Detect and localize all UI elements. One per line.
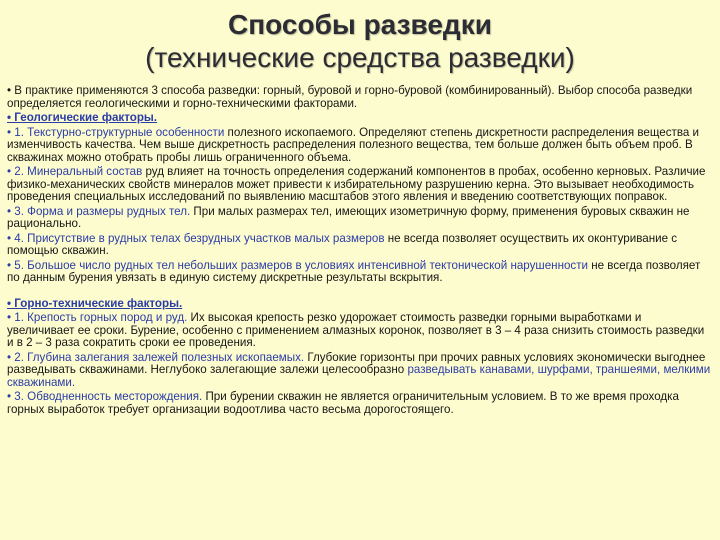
geological-item-5-text: не всегда позволяет по данным бурения увязать в единую систему дискретные результаты вскрытия.	[7, 258, 701, 284]
mining-item-3-head: • 3. Обводненность месторождения.	[7, 390, 203, 403]
title-line-1: Способы разведки	[228, 9, 492, 40]
geological-item-4-head: • 4. Присутствие в рудных телах безрудных участков малых размеров	[7, 231, 385, 245]
geological-item-5	[7, 260, 711, 285]
mining-item-1	[7, 312, 711, 350]
geological-item-2-text: руд влияет на точность определения содержаний компонентов в пробах, особенно керновых. Различие физико-механических свойств минералов может привести к избирательному разрушению керна. Это вызывает необходимость проведения специальных исследований по выявлению масштабов этого явления и введению соответствующих поправок.	[7, 165, 706, 203]
geological-item-5-head: • 5. Большое число рудных тел небольших размеров в условиях интенсивной тектонической нарушенности	[7, 258, 589, 272]
mining-item-3	[7, 391, 711, 416]
slide-title	[0, 8, 720, 75]
geological-item-4	[7, 233, 711, 258]
geological-item-3	[7, 206, 711, 231]
mining-heading: • Горно-технические факторы.	[7, 296, 183, 310]
mining-item-2-head: • 2. Глубина залегания залежей полезных ископаемых.	[7, 350, 305, 364]
mining-item-2-methods: разведывать канавами, шурфами, траншеями, мелкими скважинами.	[7, 363, 711, 389]
mining-item-1-head: • 1. Крепость горных пород и руд.	[7, 311, 188, 324]
intro-paragraph: • В практике применяются 3 способа разведки: горный, буровой и горно-буровой (комбинированный). Выбор способа разведки определяется геологическими и горно-техническими факторами.	[7, 84, 693, 110]
section-gap	[7, 287, 711, 298]
mining-item-1-text: Их высокая крепость резко удорожает стоимость разведки горными выработками и увеличивает ее сроки. Бурение, особенно с применением алмазных коронок, позволяет в 3 – 4 раза снизить стоимость разведки и в 2 – 3 раза сократить сроки ее проведения.	[7, 311, 705, 349]
mining-item-3-text: При бурении скважин не является ограничительным условием. В то же время проходка горных выработок требует организации водоотлива часто весьма дорогостоящего.	[7, 390, 679, 416]
geological-item-1-text: полезного ископаемого. Определяют степень дискретности распределения вещества и изменчивость качества. Чем выше дискретность распределения полезного вещества, тем больше должен быть объем проб. В скважинах можно отобрать пробы лишь ограниченного объема.	[7, 125, 699, 164]
title-line-2: (технические средства разведки)	[145, 42, 575, 73]
geological-item-1-head: • 1. Текстурно-структурные особенности	[7, 125, 225, 139]
geological-item-2-head: • 2. Минеральный состав	[7, 165, 143, 178]
geological-item-2	[7, 166, 711, 204]
geological-item-3-text: При малых размерах тел, имеющих изометричную форму, применения буровых скважин не рационально.	[7, 204, 690, 230]
geological-heading: • Геологические факторы.	[7, 111, 158, 124]
geological-item-3-head: • 3. Форма и размеры рудных тел.	[7, 204, 191, 218]
mining-item-2-text: Глубокие горизонты при прочих равных условиях экономически выгоднее разведывать скважинами. Неглубоко залегающие залежи целесообразно	[7, 350, 706, 376]
geological-item-4-text: не всегда позволяет осуществить их оконтуривание с помощью скважин.	[7, 231, 678, 257]
slide-body	[7, 85, 711, 418]
geological-item-1	[7, 127, 711, 165]
mining-item-2	[7, 352, 711, 390]
